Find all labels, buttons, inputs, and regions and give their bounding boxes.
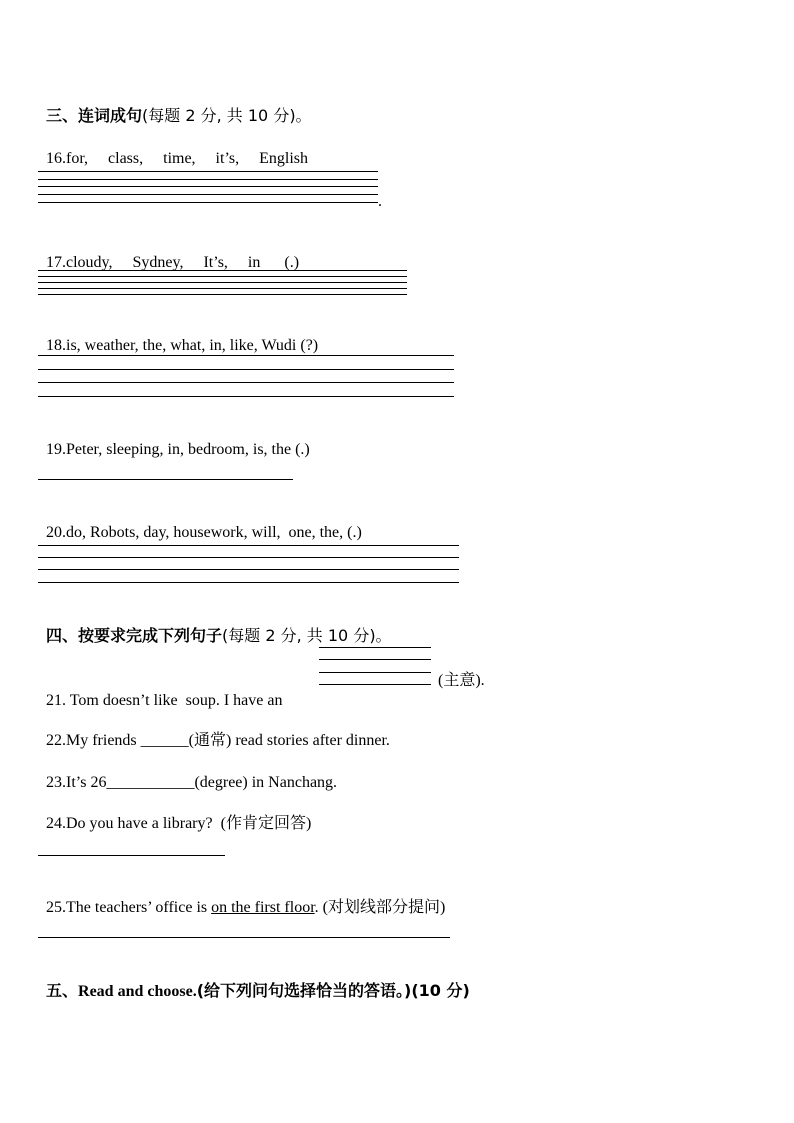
section-4-heading — [38, 606, 392, 647]
question-words: for, class, time, it’s, English — [66, 150, 309, 167]
question-number: 23. — [46, 774, 66, 791]
question-19 — [38, 420, 310, 460]
section-5-title: Read and choose. — [78, 983, 197, 1000]
question-number: 24. — [46, 815, 66, 832]
answer-line — [38, 369, 454, 370]
answer-line — [38, 855, 225, 856]
question-number: 17. — [46, 254, 66, 271]
answer-line — [38, 569, 459, 570]
answer-line — [319, 659, 431, 660]
answer-line — [38, 355, 454, 356]
question-words: cloudy, Sydney, It’s, in (.) — [66, 254, 300, 271]
question-words: is, weather, the, what, in, like, Wudi (?) — [66, 337, 319, 354]
answer-line — [38, 282, 407, 283]
question-number: 25. — [46, 899, 66, 916]
question-17 — [38, 233, 299, 273]
question-18 — [38, 316, 318, 356]
question-number: 21. — [46, 692, 66, 709]
question-number: 22. — [46, 732, 66, 749]
question-23 — [38, 753, 337, 793]
section-4-score: (每题 2 分, 共 10 分)。 — [222, 626, 392, 645]
answer-line — [319, 684, 431, 685]
answer-line — [38, 382, 454, 383]
answer-line — [38, 270, 407, 271]
answer-line — [38, 194, 378, 195]
question-text: My friends ______(通常) read stories after dinner. — [66, 732, 390, 749]
question-21-hint: (主意). — [438, 672, 485, 689]
question-22 — [38, 711, 390, 751]
answer-line — [38, 557, 459, 558]
answer-line — [38, 202, 378, 203]
question-words: do, Robots, day, housework, will, one, the, (.) — [66, 524, 362, 541]
answer-line — [38, 171, 378, 172]
question-number: 20. — [46, 524, 66, 541]
question-number: 18. — [46, 337, 66, 354]
question-number: 19. — [46, 441, 66, 458]
answer-line — [38, 276, 407, 277]
question-words: Peter, sleeping, in, bedroom, is, the (.) — [66, 441, 310, 458]
question-text: Tom doesn’t like soup. I have an — [66, 692, 283, 709]
answer-line — [38, 186, 378, 187]
section-3-score: (每题 2 分, 共 10 分)。 — [142, 106, 312, 125]
section-3-heading — [38, 86, 312, 127]
section-5-heading — [38, 961, 470, 1002]
answer-line — [319, 672, 431, 673]
question-21 — [38, 671, 282, 711]
section-4-title: 四、按要求完成下列句子 — [46, 626, 223, 645]
question-24 — [38, 794, 311, 834]
answer-line — [38, 396, 454, 397]
answer-line — [319, 647, 431, 648]
question-text: Do you have a library? (作肯定回答) — [66, 815, 312, 832]
underlined-phrase: on the first floor — [211, 899, 315, 916]
answer-line — [38, 582, 459, 583]
answer-line — [38, 179, 378, 180]
question-25 — [38, 878, 445, 918]
answer-line — [38, 294, 407, 295]
section-3-title: 三、连词成句 — [46, 106, 143, 125]
question-text-tail: . (对划线部分提问) — [314, 899, 446, 916]
question-text: The teachers’ office is — [66, 899, 212, 916]
answer-line — [38, 479, 293, 480]
answer-line — [38, 288, 407, 289]
answer-line — [38, 545, 459, 546]
sentence-period: . — [378, 193, 382, 210]
question-text: It’s 26___________(degree) in Nanchang. — [66, 774, 338, 791]
answer-line — [38, 937, 450, 938]
question-number: 16. — [46, 150, 66, 167]
question-16 — [38, 129, 308, 169]
question-20 — [38, 503, 362, 543]
section-5-instruction: (给下列问句选择恰当的答语。)(10 分) — [196, 981, 470, 1000]
section-5-number: 五、 — [46, 981, 79, 1000]
